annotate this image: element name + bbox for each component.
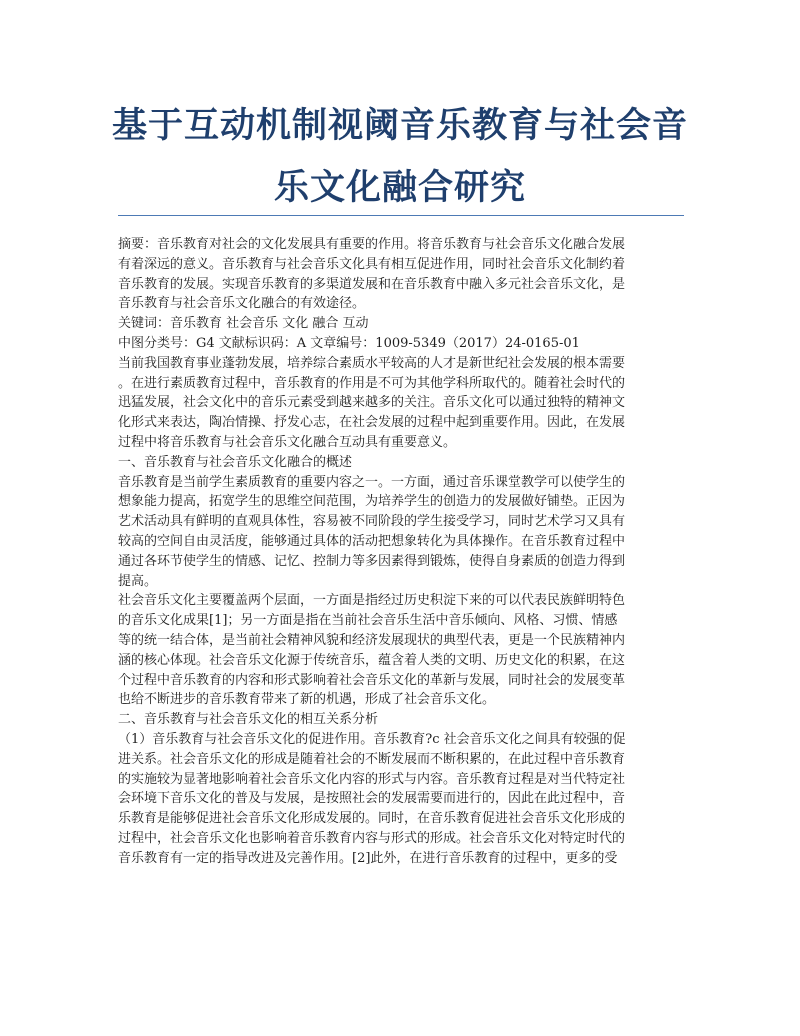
- body-line: 的音乐文化成果[1]；另一方面是指在当前社会音乐生活中音乐倾向、风格、习惯、情感: [118, 613, 618, 629]
- body-line: 音乐教育的发展。实现音乐教育的多渠道发展和在音乐教育中融入多元社会音乐文化，是: [118, 276, 626, 292]
- body-line: 音乐教育与社会音乐文化融合的有效途径。: [118, 296, 366, 312]
- body-line: 音乐教育是当前学生素质教育的重要内容之一。一方面，通过音乐课堂教学可以使学生的: [118, 474, 626, 490]
- body-line: 想象能力提高，拓宽学生的思维空间范围，为培养学生的创造力的发展做好铺垫。正因为: [118, 494, 626, 510]
- body-line: 化形式来表达，陶冶情操、抒发心志，在社会发展的过程中起到重要作用。因此，在发展: [118, 415, 626, 431]
- body-line: 社会音乐文化主要覆盖两个层面，一方面是指经过历史积淀下来的可以代表民族鲜明特色: [118, 593, 626, 609]
- title-divider: [118, 215, 684, 216]
- body-line: 过程中，社会音乐文化也影响着音乐教育内容与形式的形成。社会音乐文化对特定时代的: [118, 830, 626, 846]
- body-line: 艺术活动具有鲜明的直观具体性，容易被不同阶段的学生接受学习，同时艺术学习又具有: [118, 514, 626, 530]
- body-line: 涵的核心体现。社会音乐文化源于传统音乐，蕴含着人类的文明、历史文化的积累，在这: [118, 652, 626, 668]
- section-heading-1: 一、音乐教育与社会音乐文化融合的概述: [118, 454, 353, 470]
- body-line: 个过程中音乐教育的内容和形式影响着社会音乐文化的革新与发展，同时社会的发展变革: [118, 672, 626, 688]
- body-line: 提高。: [118, 573, 158, 589]
- title-line-2: 乐文化融合研究: [273, 168, 526, 208]
- body-line: 当前我国教育事业蓬勃发展，培养综合素质水平较高的人才是新世纪社会发展的根本需要: [118, 355, 626, 371]
- body-line: 音乐教育有一定的指导改进及完善作用。[2]此外，在进行音乐教育的过程中，更多的受: [118, 850, 618, 866]
- article-body: [118, 235, 696, 869]
- body-line: 有着深远的意义。音乐教育与社会音乐文化具有相互促进作用，同时社会音乐文化制约着: [118, 256, 626, 272]
- body-line: 通过各环节使学生的情感、记忆、控制力等多因素得到锻炼，使得自身素质的创造力得到: [118, 553, 626, 569]
- body-line: （1）音乐教育与社会音乐文化的促进作用。音乐教育?c 社会音乐文化之间具有较强的促: [118, 731, 626, 747]
- body-line: 进关系。社会音乐文化的形成是随着社会的不断发展而不断积累的，在此过程中音乐教育: [118, 751, 626, 767]
- body-line: 摘要：音乐教育对社会的文化发展具有重要的作用。将音乐教育与社会音乐文化融合发展: [118, 237, 626, 252]
- keywords-line: 关键词：音乐教育 社会音乐 文化 融合 互动: [118, 316, 369, 332]
- body-line: 会环境下音乐文化的普及与发展，是按照社会的发展需要而进行的，因此在此过程中，音: [118, 791, 626, 807]
- section-heading-2: 二、音乐教育与社会音乐文化的相互关系分析: [118, 712, 379, 728]
- body-line: 也给不断进步的音乐教育带来了新的机遇，形成了社会音乐文化。: [118, 692, 496, 708]
- body-line: 过程中将音乐教育与社会音乐文化融合互动具有重要意义。: [118, 434, 457, 450]
- body-line: 等的统一结合体，是当前社会精神风貌和经济发展现状的典型代表，更是一个民族精神内: [118, 632, 626, 648]
- body-line: 乐教育是能够促进社会音乐文化形成发展的。同时，在音乐教育促进社会音乐文化形成的: [118, 811, 626, 827]
- title-line-1: 基于互动机制视阈音乐教育与社会音: [111, 106, 688, 146]
- classification-line: 中图分类号：G4 文献标识码：A 文章编号：1009-5349（2017）24-0165-01: [118, 335, 580, 351]
- body-line: 的实施较为显著地影响着社会音乐文化内容的形式与内容。音乐教育过程是对当代特定社: [118, 771, 626, 787]
- body-line: 迅猛发展，社会文化中的音乐元素受到越来越多的关注。音乐文化可以通过独特的精神文: [118, 395, 626, 411]
- body-line: 较高的空间自由灵活度，能够通过具体的活动把想象转化为具体操作。在音乐教育过程中: [118, 533, 626, 549]
- body-line: 。在进行素质教育过程中，音乐教育的作用是不可为其他学科所取代的。随着社会时代的: [118, 375, 626, 391]
